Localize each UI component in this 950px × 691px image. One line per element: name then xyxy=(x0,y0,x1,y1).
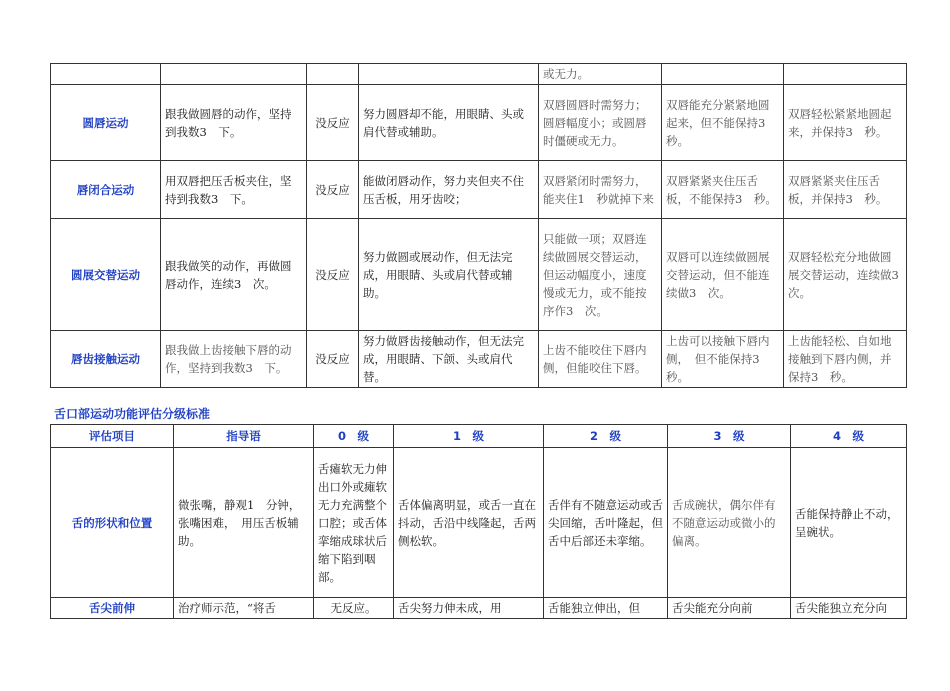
grade1-text: 努力圆唇却不能，用眼睛、头或肩代替或辅助。 xyxy=(359,85,539,161)
grade4-text: 双唇轻松紧紧地圆起来，并保持3 秒。 xyxy=(784,85,907,161)
row-item-name: 舌的形状和位置 xyxy=(51,448,174,598)
grade4-text: 双唇轻松充分地做圆展交替运动，连续做3 次。 xyxy=(784,219,907,331)
table-row xyxy=(51,598,907,619)
row-item-name: 唇齿接触运动 xyxy=(51,331,161,388)
grade3-text: 上齿可以接触下唇内侧， 但不能保持3 秒。 xyxy=(662,331,784,388)
grade1-text: 能做闭唇动作，努力夹但夹不住压舌板，用牙齿咬； xyxy=(359,161,539,219)
row-item-name: 圆唇运动 xyxy=(51,85,161,161)
header-cell: 4 级 xyxy=(791,425,907,448)
grade3-text: 舌尖能充分向前 xyxy=(668,598,791,619)
grade2-text: 舌能独立伸出，但 xyxy=(544,598,668,619)
grade2-text: 上齿不能咬住下唇内侧，但能咬住下唇。 xyxy=(539,331,662,388)
table-row xyxy=(51,219,907,331)
grade4-text: 舌能保持静止不动，呈碗状。 xyxy=(791,448,907,598)
header-cell: 0 级 xyxy=(314,425,394,448)
grade2-text: 双唇紧闭时需努力，能夹住1 秒就掉下来 xyxy=(539,161,662,219)
guide-text: 跟我做笑的动作，再做圆唇动作，连续3 次。 xyxy=(161,219,307,331)
header-cell: 指导语 xyxy=(174,425,314,448)
grade2-text: 只能做一项；双唇连续做圆展交替运动，但运动幅度小，速度慢或无力，或不能按序作3 次。 xyxy=(539,219,662,331)
header-cell: 2 级 xyxy=(544,425,668,448)
guide-text: 用双唇把压舌板夹住，坚持到我数3 下。 xyxy=(161,161,307,219)
table-header-row xyxy=(51,425,907,448)
grade1-text: 努力做唇齿接触动作，但无法完成，用眼睛、下颌、头或肩代替。 xyxy=(359,331,539,388)
row-item-name: 唇闭合运动 xyxy=(51,161,161,219)
table-row xyxy=(51,85,907,161)
section-title: 舌口部运动功能评估分级标准 xyxy=(54,407,211,421)
grade3-text: 双唇紧紧夹住压舌板，不能保持3 秒。 xyxy=(662,161,784,219)
lip-motor-table xyxy=(50,63,911,388)
grade4-text: 舌尖能独立充分向 xyxy=(791,598,907,619)
header-cell: 3 级 xyxy=(668,425,791,448)
grade1-text: 舌尖努力伸未成，用 xyxy=(394,598,544,619)
table-row xyxy=(51,64,907,85)
grade1-text: 努力做圆或展动作，但无法完成，用眼睛、头或肩代替或辅助。 xyxy=(359,219,539,331)
grade3-text: 双唇可以连续做圆展交替运动，但不能连续做3 次。 xyxy=(662,219,784,331)
table-row xyxy=(51,331,907,388)
guide-text: 治疗师示范，“将舌 xyxy=(174,598,314,619)
row-item-name: 圆展交替运动 xyxy=(51,219,161,331)
row-item-name: 舌尖前伸 xyxy=(51,598,174,619)
table-cell: 或无力。 xyxy=(539,64,662,85)
table-row xyxy=(51,448,907,598)
grade0-text: 没反应 xyxy=(307,219,359,331)
tongue-motor-table xyxy=(50,424,907,619)
grade0-text: 没反应 xyxy=(307,331,359,388)
grade2-text: 双唇圆唇时需努力；圆唇幅度小；或圆唇时僵硬或无力。 xyxy=(539,85,662,161)
table-row xyxy=(51,161,907,219)
grade2-text: 舌伴有不随意运动或舌尖回缩，舌叶隆起，但舌中后部还未挛缩。 xyxy=(544,448,668,598)
grade3-text: 舌成碗状，偶尔伴有不随意运动或微小的偏离。 xyxy=(668,448,791,598)
grade4-text: 上齿能轻松、自如地接触到下唇内侧，并保持3 秒。 xyxy=(784,331,907,388)
grade4-text: 双唇紧紧夹住压舌板，并保持3 秒。 xyxy=(784,161,907,219)
header-cell: 1 级 xyxy=(394,425,544,448)
grade0-text: 没反应 xyxy=(307,85,359,161)
guide-text: 微张嘴，静观1 分钟，张嘴困难， 用压舌板辅助。 xyxy=(174,448,314,598)
grade0-text: 无反应。 xyxy=(314,598,394,619)
header-cell: 评估项目 xyxy=(51,425,174,448)
guide-text: 跟我做上齿接触下唇的动作，坚持到我数3 下。 xyxy=(161,331,307,388)
guide-text: 跟我做圆唇的动作，坚持到我数3 下。 xyxy=(161,85,307,161)
grade0-text: 舌瘫软无力伸出口外或瘫软无力充满整个口腔；或舌体挛缩成球状后缩下陷到咽部。 xyxy=(314,448,394,598)
grade3-text: 双唇能充分紧紧地圆起来，但不能保持3 秒。 xyxy=(662,85,784,161)
grade0-text: 没反应 xyxy=(307,161,359,219)
grade1-text: 舌体偏离明显，或舌一直在抖动，舌沿中线隆起，舌两侧松软。 xyxy=(394,448,544,598)
